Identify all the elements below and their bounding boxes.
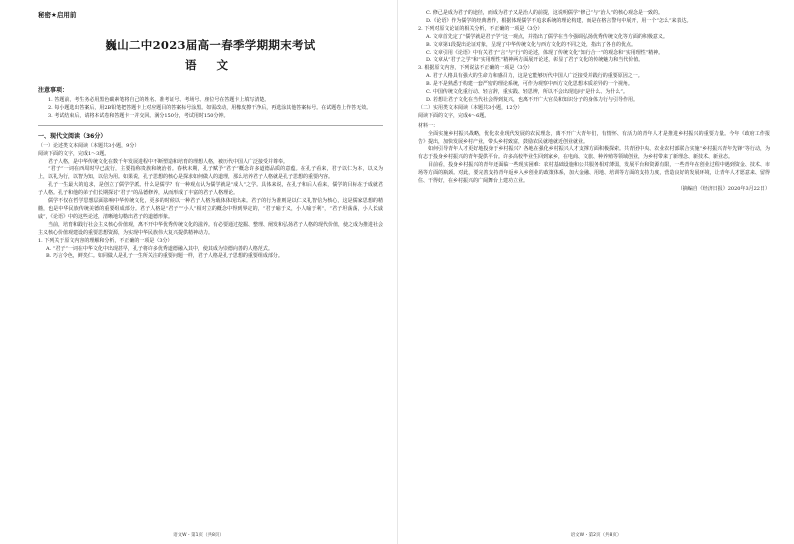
section-heading: 一、现代文阅读（36分） — [38, 132, 107, 140]
question-2: 2. 下列对原文论证的相关分析，不正确的一项是（3分） — [418, 25, 543, 32]
passage-paragraph: “君子”一词在西周时早已流行，主要指称贵族和统治者。春秋末期，孔子赋予“君子”概念许多道德品质的意蕴。在孔子看来，君子以仁为本，以义为上，以礼为行，以智为知，以信为用。如果说，孔子思想的核心是探求如何做人的道理，那么培养君子人格就是孔子思想的重要内容。 — [38, 166, 383, 181]
question-option: D. 若想让君子文化在当代社会得到复兴，也离不开广大官员和知识分子的身体力行与引导作用。 — [426, 96, 639, 103]
passage-source: （摘编自《经济日报》2020年3月22日） — [677, 185, 770, 192]
question-option: D.《论语》作为儒学的经典著作，根据体现儒学不追求系统的理论构建，而是在格言警句中展开，用一个“怎么”来表达。 — [426, 17, 692, 24]
page-footer: 语文W・第1页（共8页） — [173, 533, 224, 538]
note-item: 1. 答题前，考生务必用黑色碳素笔将自己的姓名、准考证号、考场号、座位号在答题卡上填写清楚。 — [48, 97, 270, 103]
passage-paragraph: 君子人格，是中华传统文化在数千年发展进程中不断塑造和培育的理想人格，被历代中国人广泛接受并尊奉。 — [48, 158, 289, 165]
question-option: B. 巧言令色，鲜矣仁。如同做人是孔子一生所关注的重要问题一样，君子人格是孔子思想的重要组成部分。 — [46, 253, 283, 260]
subsection-heading: （二）实用类文本阅读（本题共3小题，12分） — [418, 104, 523, 111]
question-option: A. 君子人格具有强大的生命力和感召力，这是它能够历代中国人广泛接受并践行的重要原因之一。 — [426, 73, 643, 80]
passage-paragraph: 全面实施乡村振兴战略，优化农业现代发展的农民理念，离不开广大青年们，有情怀、有活力的青年人才是推进乡村振兴的重要力量。今年《政府工作报告》提出，加快发展乡村产业，带头乡村致富，鼓励农民就地就近创业就业。 — [418, 130, 770, 145]
question-option: D. 文章从“君子之学”和“实用理性”精神两方面展开论述，彰显了君子文化的传统魅力和当代价值。 — [426, 57, 644, 64]
question-option: A. “君子”一词在中华文化中出现甚早，孔子将许多优秀道德融入其中，使其成为崇德向善的人格范式。 — [46, 245, 273, 252]
question-option: B. 是不是熟悉于构建一套严密的理论系统，可作为观察中西方文化思想本质差异的一个视角。 — [426, 81, 633, 88]
question-option: C. 文章引用《论语》中有关君子“言”与“行”的论述，体现了传统文化“知行合一”的观念和“实用理性”精神。 — [426, 49, 664, 56]
passage-paragraph: 孔子一生最大的追求，是创立了儒学学派。什么是儒学？有一种观点认为儒学就是“成人”之学。具体来说，在孔子和后人看来，儒学的目标在于成就君子人格。孔子和他的弟子们长期探讨“君子”的品德修养，从而形成了丰富的君子人格理论。 — [38, 182, 383, 197]
exam-title: 巍山二中2023届高一春季学期期末考试 — [105, 38, 316, 52]
exam-subject: 语 文 — [184, 58, 236, 72]
note-item: 2. 每小题选出答案后，用2B铅笔把答题卡上对应题目的答案标号涂黑。如需改动，用橡皮擦干净后，再选涂其他答案标号。在试题卷上作答无效。 — [48, 104, 372, 111]
note-item: 3. 考试结束后，请将本试卷和答题卡一并交回。满分150分，考试用时150分钟。 — [48, 112, 229, 119]
passage-paragraph: 目前看，投身乡村振兴的青年还面临一些现实困难：农村基础设施和公共服务相对薄弱，发展平台和资源有限，一些青年在创业过程中遇到资金、技术、市场等方面的瓶颈。对此，要完善支持青年返乡入乡创业的政策体系，加大金融、用地、培训等方面的支持力度，营造良好的发展环境，让青年人才愿意来、留得住、干得好，在乡村振兴的广阔舞台上建功立业。 — [418, 162, 770, 185]
question-3: 3. 根据原文内容，下列说法不正确的一项是（3分） — [418, 65, 533, 72]
passage-paragraph: 当前，培育和践行社会主义核心价值观，离不开中华优秀传统文化的滋养。有必要通过挖掘、整理、阐发和弘扬君子人格的现代价值，使之成为推进社会主义核心价值观建设的重要思想资源，为实现中华民族伟大复兴提供精神动力。 — [38, 221, 384, 236]
notes-header: 注意事项： — [38, 87, 69, 94]
secret-label: 秘密★启用前 — [38, 11, 77, 19]
question-option: C. 修己是成为君子的途径，而成为君子又是治人的前提，这说明儒学“修己”与“治人”的核心观念是一致的。 — [426, 10, 664, 16]
question-option: A. 文章首先定了“儒学就是君子学”这一观点，并指出了儒学在当今强调弘扬优秀传统文化等方面的积极意义。 — [426, 33, 668, 40]
material-label: 材料一： — [418, 122, 439, 129]
divider — [38, 125, 383, 126]
question-option: C. 中国传统文化重行动、轻言辞，重实践、轻思辨，所以不会出现追问“是什么、为什么”。 — [426, 89, 628, 96]
question-1: 1. 下列关于原文内容的理解和分析，不正确的一项是（3分） — [38, 237, 173, 244]
passage-paragraph: 如何引导青年人才更好地投身于乡村振兴？各地在强化乡村振兴人才支撑方面积极探索。共青团中央、农业农村部联合实施“乡村振兴青年先锋”等行动，为有志于投身乡村振兴的青年提供平台。许多高校毕业生回到家乡，在电商、文旅、种养殖等领域创业，为乡村带来了新理念、新技术、新业态。 — [418, 146, 770, 161]
page-footer: 语文W・第2页（共8页） — [570, 533, 622, 538]
subsection-heading: （一）论述类文本阅读（本题共3小题，9分） — [38, 142, 140, 149]
exam-page-right — [397, 0, 794, 544]
reading-instruction: 阅读下面的文字，完成4～6题。 — [418, 112, 490, 119]
question-option: B. 文章第1段提出论证对象，呈现了中华传统文化与西方文化的不同之处，指出了各自的优点。 — [426, 41, 637, 48]
reading-instruction: 阅读下面的文字，完成1～3题。 — [38, 150, 110, 157]
passage-paragraph: 儒学不仅在哲学思想层面影响中华传统文化，更多的时候以一种君子人格为载体体现出来。君子的行为准则是以仁义礼智信为核心，这是儒家思想的精髓，也是中华民族传统美德的重要组成部分。君子人格是“君子”“小人”相对立的概念中得到界定的，“君子喻于义，小人喻于利”，“君子坦荡荡，小人长戚戚”，《论语》中的这些论述，清晰地勾勒出君子的道德形象。 — [38, 198, 383, 220]
